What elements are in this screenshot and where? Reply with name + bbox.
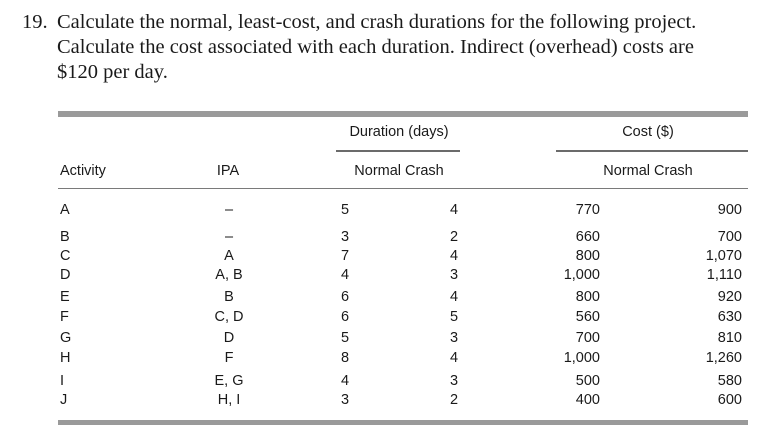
cell-duration-normal: 5 [340, 330, 350, 346]
cell-duration-crash: 3 [449, 267, 459, 283]
cell-duration-crash: 4 [449, 248, 459, 264]
cell-activity: G [60, 330, 72, 346]
cell-cost-crash: 630 [717, 309, 742, 325]
problem-number: 19. [22, 11, 48, 33]
cell-duration-normal: 3 [340, 392, 350, 408]
cell-duration-crash: 4 [449, 202, 459, 218]
cell-cost-normal: 560 [575, 309, 600, 325]
problem-line: $120 per day. [57, 61, 168, 83]
cell-cost-crash: 920 [717, 289, 742, 305]
cell-activity: A [60, 202, 70, 218]
cell-cost-normal: 770 [575, 202, 600, 218]
cell-duration-normal: 6 [340, 309, 350, 325]
cost-subheader: Normal Crash [603, 163, 693, 179]
cell-cost-crash: 810 [717, 330, 742, 346]
cost-group-rule [556, 150, 748, 152]
duration-group-rule [336, 150, 460, 152]
cell-duration-normal: 7 [340, 248, 350, 264]
cell-cost-normal: 800 [575, 248, 600, 264]
duration-subheader: Normal Crash [354, 163, 444, 179]
cell-cost-normal: 660 [575, 229, 600, 245]
cell-cost-crash: 1,110 [706, 267, 742, 283]
cell-cost-normal: 400 [575, 392, 600, 408]
problem-line: Calculate the normal, least-cost, and crash durations for the following project. [57, 11, 697, 33]
cell-duration-normal: 8 [340, 350, 350, 366]
cell-duration-crash: 3 [449, 330, 459, 346]
cell-ipa: – [224, 229, 234, 245]
problem-line: Calculate the cost associated with each duration. Indirect (overhead) costs are [57, 36, 694, 58]
ipa-column-header: IPA [216, 163, 240, 179]
cell-ipa: A, B [215, 267, 243, 283]
cell-duration-normal: 4 [340, 373, 350, 389]
cell-activity: E [60, 289, 70, 305]
cell-ipa: F [224, 350, 234, 366]
cell-ipa: – [224, 202, 234, 218]
cell-cost-normal: 800 [575, 289, 600, 305]
cost-group-header: Cost ($) [622, 124, 674, 140]
table-top-rule [58, 111, 748, 117]
cell-ipa: B [224, 289, 234, 305]
cell-ipa: E, G [214, 373, 244, 389]
problem-text [57, 10, 767, 85]
cell-cost-normal: 500 [575, 373, 600, 389]
cell-duration-normal: 3 [340, 229, 350, 245]
cell-cost-crash: 1,070 [705, 248, 742, 264]
cell-activity: D [60, 267, 71, 283]
cell-duration-normal: 5 [340, 202, 350, 218]
cell-activity: H [60, 350, 71, 366]
cell-activity: C [60, 248, 71, 264]
cell-duration-normal: 4 [340, 267, 350, 283]
cell-cost-crash: 600 [717, 392, 742, 408]
cell-cost-crash: 700 [717, 229, 742, 245]
cell-activity: I [60, 373, 65, 389]
table-bottom-rule [58, 420, 748, 425]
activity-column-header: Activity [60, 163, 106, 179]
cell-cost-crash: 900 [717, 202, 742, 218]
cell-ipa: D [223, 330, 235, 346]
cell-duration-crash: 3 [449, 373, 459, 389]
cell-duration-crash: 5 [449, 309, 459, 325]
cell-ipa: H, I [217, 392, 241, 408]
cell-cost-crash: 580 [717, 373, 742, 389]
cell-ipa: C, D [214, 309, 244, 325]
cell-activity: B [60, 229, 70, 245]
cell-duration-crash: 4 [449, 289, 459, 305]
cell-cost-normal: 700 [575, 330, 600, 346]
cell-cost-normal: 1,000 [563, 267, 600, 283]
cell-cost-normal: 1,000 [563, 350, 600, 366]
cell-activity: F [60, 309, 69, 325]
cell-cost-crash: 1,260 [705, 350, 742, 366]
header-bottom-rule [58, 188, 748, 189]
cell-ipa: A [224, 248, 234, 264]
duration-group-header: Duration (days) [349, 124, 449, 140]
cell-duration-normal: 6 [340, 289, 350, 305]
cell-activity: J [60, 392, 68, 408]
cell-duration-crash: 4 [449, 350, 459, 366]
cell-duration-crash: 2 [449, 229, 459, 245]
cell-duration-crash: 2 [449, 392, 459, 408]
